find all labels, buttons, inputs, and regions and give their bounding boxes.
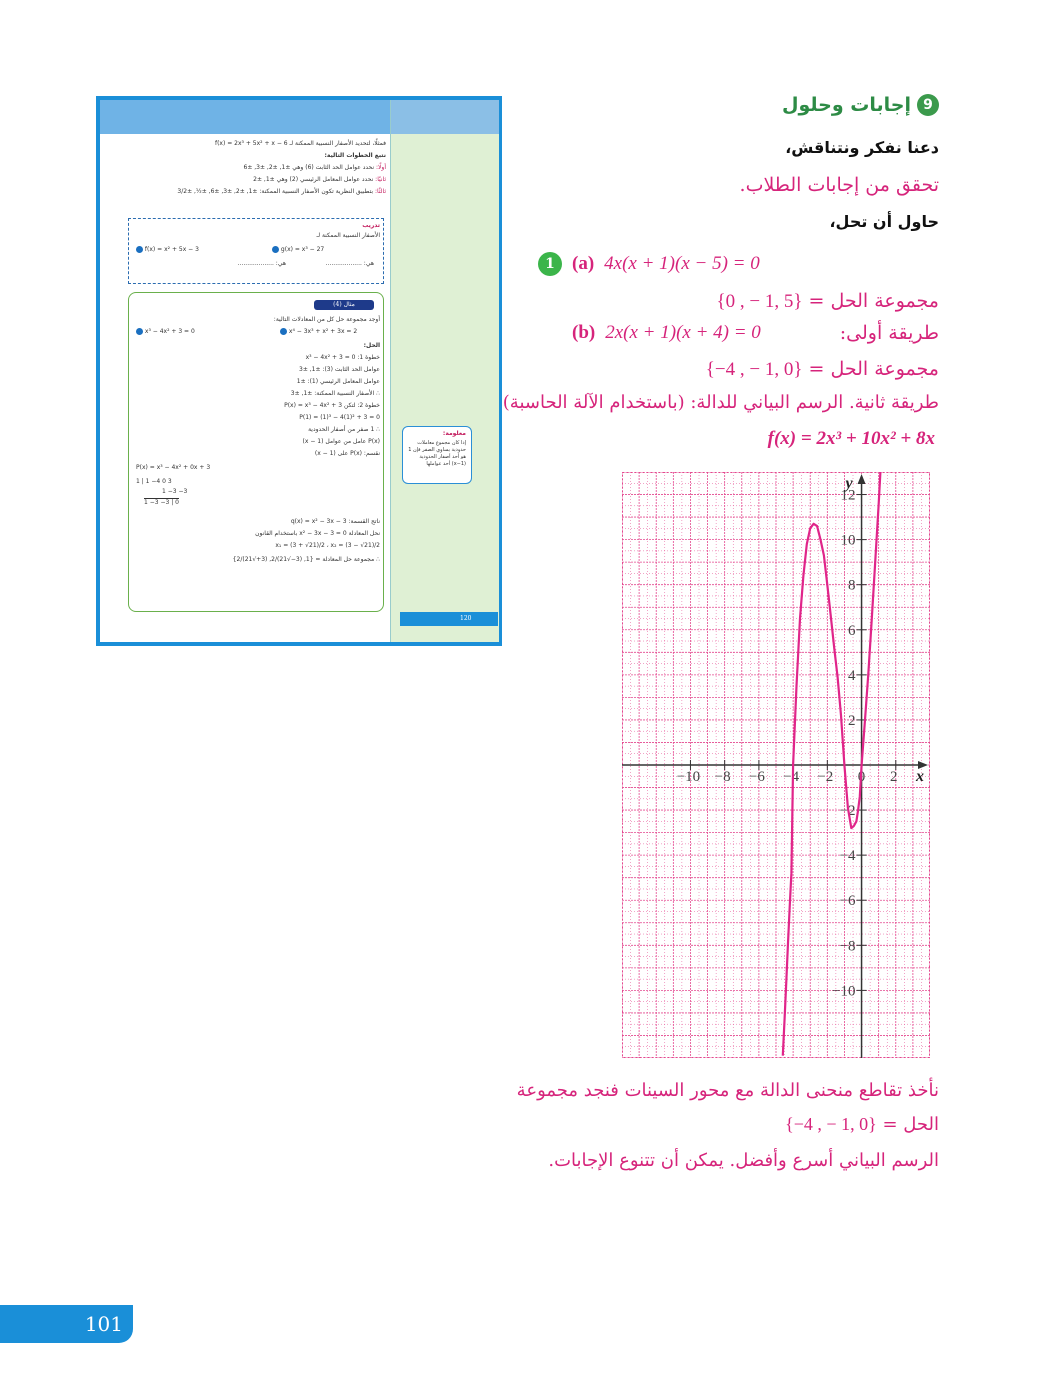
part-a-label: (a) [572, 253, 595, 274]
thumb-practice-blank-a: هي: ................... [237, 260, 286, 267]
thumb-solution-label: الحل: [363, 342, 380, 349]
thumb-sol-9: نقسم: P(x) على (x − 1) [314, 450, 380, 457]
section-number-badge: 9 [917, 94, 939, 116]
part-b-equation: 2x(x + 1)(x + 4) = 0 [605, 322, 761, 343]
x-axis-label: x [916, 768, 924, 785]
thumb-example-b: x⁴ − 3x³ + x² + 3x = 2 [280, 328, 357, 336]
conclusion-line-3: الرسم البياني أسرع وأفضل. يمكن أن تتنوع الإجابات. [548, 1150, 939, 1171]
thumb-synth-3: 1 −3 −3 | 0 [144, 499, 179, 506]
thumb-sol-2: عوامل الحد الثابت (3): ±1, ±3 [298, 366, 380, 373]
thumbnail-side-column [390, 100, 499, 642]
thumb-example-text: أوجد مجموعة حل كل من المعادلات التالية: [273, 316, 380, 323]
thumb-practice-title: تدريب [362, 222, 380, 229]
y-axis-label: y [845, 475, 853, 492]
student-page-thumbnail [96, 96, 502, 646]
thumb-practice-text: الأصفار النسبية الممكنة لـ [316, 232, 380, 239]
thumb-sol-7: ∴ 1 صفر من أصفار الحدودية [308, 426, 380, 433]
function-definition: f(x) = 2x³ + 10x² + 8x [767, 428, 935, 449]
page-number: 101 [0, 1305, 133, 1343]
thumb-quotient: ناتج القسمة: q(x) = x² − 3x − 3 [290, 518, 380, 525]
conclusion-line-1: نأخذ تقاطع منحنى الدالة مع محور السينات فنجد مجموعة [516, 1080, 939, 1101]
badge-b-icon [272, 246, 279, 253]
x-tick-label: −2 [817, 769, 834, 785]
thumb-sol-3: عوامل المعامل الرئيسي (1): ±1 [296, 378, 380, 385]
thumb-sol-1: خطوة 1: x³ − 4x² + 3 = 0 [305, 354, 380, 361]
thumb-sol-5: خطوة 2: لتكن P(x) = x³ − 4x² + 3 [284, 402, 380, 409]
badge-a-icon [136, 246, 143, 253]
x-tick-label: 0 [857, 769, 866, 785]
thumb-intro: فمثلًا، لتحديد الأصفار النسبية الممكنة لـ f(x) = 2x³ + 5x² + x − 6 [214, 140, 386, 147]
problem-number-badge: 1 [538, 252, 562, 276]
check-answers-text: تحقق من إجابات الطلاب. [739, 174, 939, 196]
thumb-roots: x₁ = (3 + √21)/2 ، x₂ = (3 − √21)/2 [275, 542, 380, 549]
x-tick-label: −8 [714, 769, 731, 785]
thumb-poly: P(x) = x³ − 4x² + 0x + 3 [136, 464, 211, 471]
x-tick-label: −6 [748, 769, 765, 785]
part-b-label: (b) [572, 322, 596, 343]
conclusion-line-2: الحل = {−4 , − 1, 0} [785, 1114, 939, 1135]
thumb-practice-b: g(x) = x³ − 27 [272, 246, 324, 254]
thumbnail-page [100, 100, 498, 642]
thumb-steps-heading: نتبع الخطوات التالية: [324, 152, 386, 159]
method-two: طريقة ثانية. الرسم البياني للدالة: (باستخدام الآلة الحاسبة) [502, 392, 939, 413]
try-heading: حاول أن تحل، [829, 212, 939, 231]
x-tick-label: −4 [783, 769, 800, 785]
y-tick-label: 2 [848, 712, 856, 729]
section-header [782, 94, 939, 116]
part-a-equation: 4x(x + 1)(x − 5) = 0 [604, 253, 760, 274]
y-tick-label: 12 [840, 487, 856, 504]
think-heading: دعنا نفكر ونتناقش، [785, 138, 939, 157]
thumb-solution-set: ∴ مجموعة حل المعادلة = {1, (3−√21)/2, (3+√21)/2} [232, 556, 380, 563]
thumb-note-title: معلومة: [442, 430, 466, 437]
method-one: طريقة أولى: [839, 322, 939, 344]
y-tick-label: −10 [832, 983, 856, 1000]
function-graph [622, 472, 930, 1058]
y-tick-label: 6 [848, 622, 856, 639]
y-tick-label: 10 [840, 532, 856, 549]
part-a-solution: مجموعة الحل = {0 , − 1, 5} [716, 290, 939, 312]
thumb-quadratic: نحل المعادلة x² − 3x − 3 = 0 باستخدام القانون [255, 530, 380, 537]
y-tick-label: −4 [839, 848, 856, 865]
thumb-step1: أولًا: نحدد عوامل الحد الثابت (6) وهي ±1, ±2, ±3, ±6 [243, 164, 386, 171]
thumb-page-number: 120 [400, 612, 498, 626]
thumb-practice-blank-b: هي: ................... [325, 260, 374, 267]
problem-1-part-b [572, 322, 761, 344]
x-tick-label: 2 [890, 769, 898, 785]
thumb-synth-2: 1 −3 −3 [162, 488, 188, 495]
x-tick-label: −10 [676, 769, 701, 785]
thumb-synth-1: 1 | 1 −4 0 3 [136, 478, 172, 485]
y-tick-label: −8 [839, 938, 856, 955]
part-b-solution: مجموعة الحل = {−4 , − 1, 0} [705, 358, 939, 380]
y-axis-arrow-icon [858, 474, 866, 484]
thumb-example-label: مثال (4) [314, 300, 374, 310]
thumb-step2: ثانيًا: نحدد عوامل المعامل الرئيسي (2) وهي ±1, ±2 [253, 176, 386, 183]
thumb-sol-6: P(1) = (1)³ − 4(1)² + 3 = 0 [299, 414, 380, 421]
y-tick-label: −6 [839, 893, 856, 910]
thumb-step3: ثالثًا: بتطبيق النظرية تكون الأصفار النسبية الممكنة: ±1, ±2, ±3, ±6, ±½, ±3/2 [177, 188, 386, 195]
y-tick-label: 8 [848, 577, 856, 594]
y-tick-label: 4 [848, 667, 856, 684]
thumb-practice-a: f(x) = x² + 5x − 3 [136, 246, 199, 254]
thumb-note-text: إذا كان مجموع معاملات حدودية يساوي الصفر فإن 1 هو أحد أصفار الحدودية (x−1) أحد عواملها [408, 440, 466, 467]
thumb-example-a: x³ − 4x² + 3 = 0 [136, 328, 195, 336]
section-title: إجابات وحلول [782, 94, 911, 116]
thumb-sol-8: P(x) عامل من عوامل (x − 1) [302, 438, 380, 445]
y-tick-label: −2 [839, 803, 856, 820]
thumb-sol-4: ∴ الأصفار النسبية الممكنة: ±1, ±3 [290, 390, 380, 397]
problem-1-part-a [538, 252, 760, 276]
